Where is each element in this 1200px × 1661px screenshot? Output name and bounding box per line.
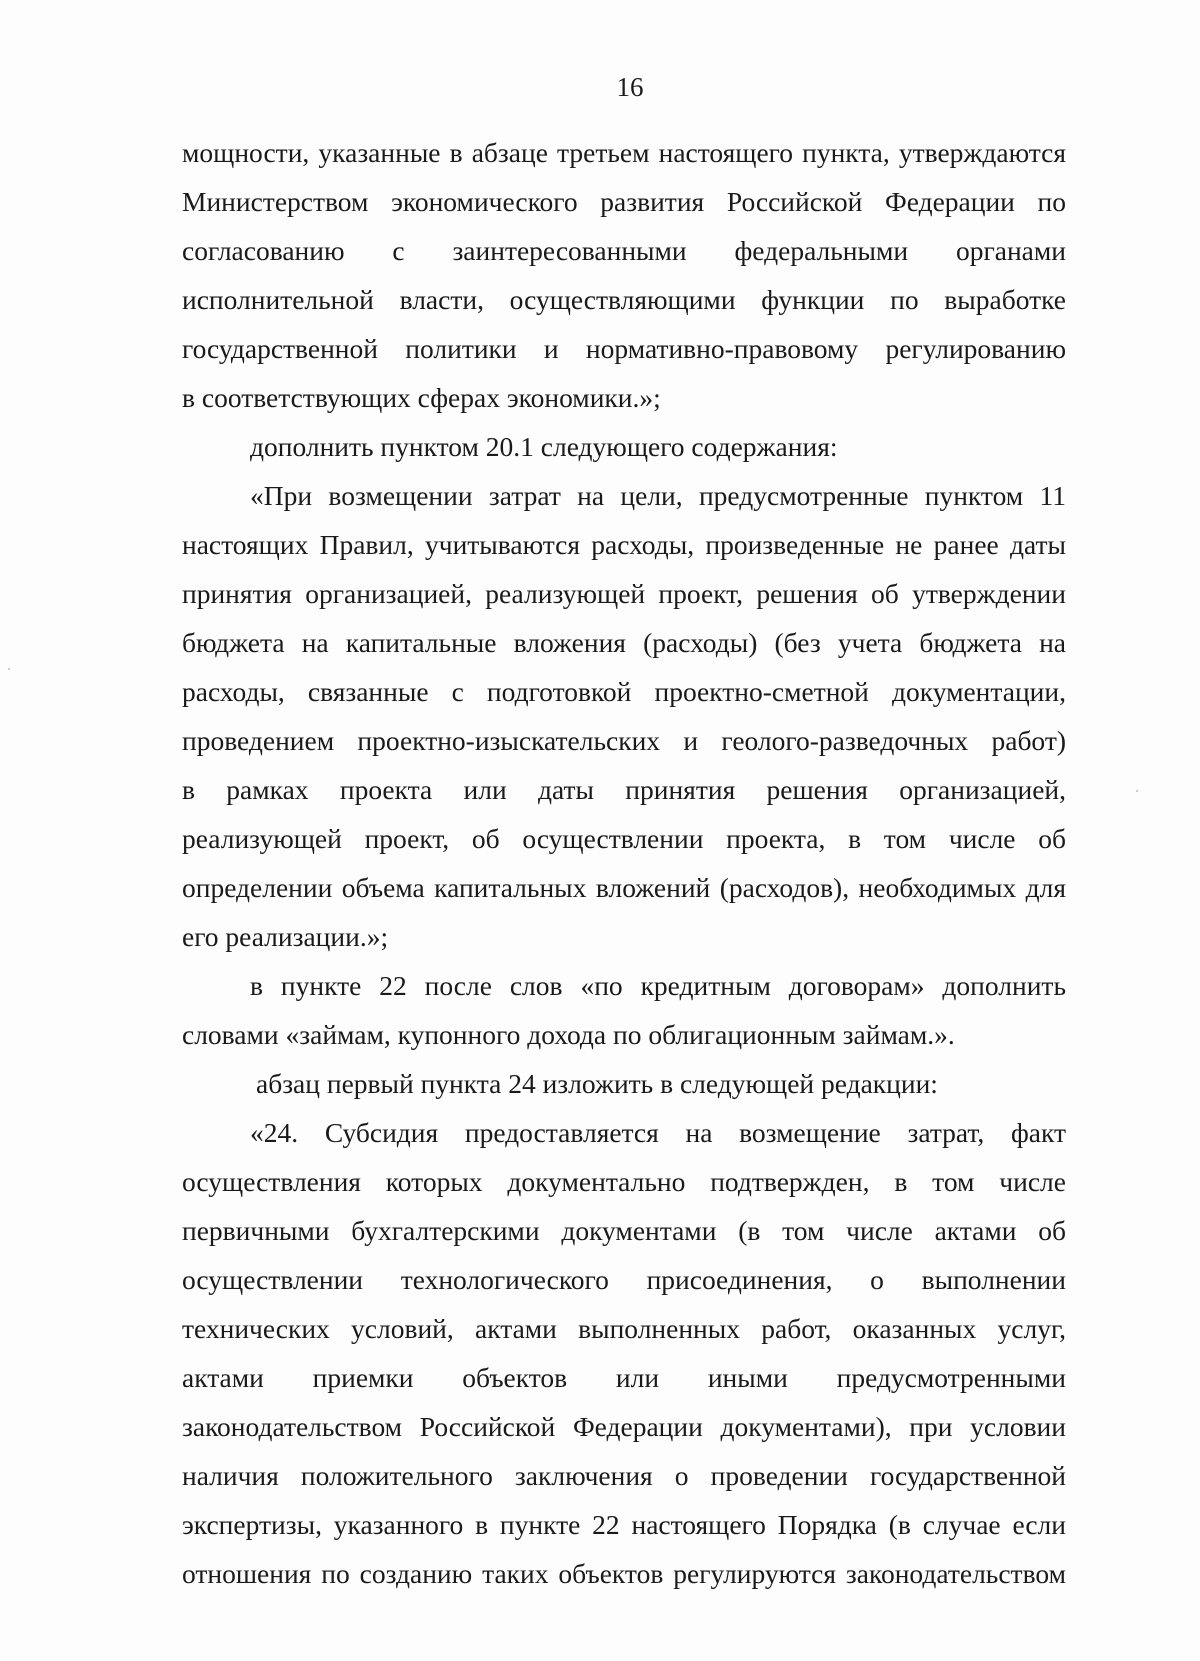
text-line: расходы, связанные с подготовкой проектно-сметной документации, [182,676,1066,707]
text-line: «При возмещении затрат на цели, предусмотренные пунктом 11 [250,480,1066,511]
document-body [182,128,1066,1598]
text-line: наличия положительного заключения о проведении государственной [182,1460,1066,1491]
text-line: согласованию с заинтересованными федеральными органами [182,235,1066,266]
text-line: экспертизы, указанного в пункте 22 настоящего Порядка (в случае если [182,1509,1066,1540]
text-line: Министерством экономического развития Российской Федерации по [182,186,1066,217]
text-line: законодательством Российской Федерации документами), при условии [182,1411,1066,1442]
text-line: в соответствующих сферах экономики.»; [182,382,661,413]
text-line: первичными бухгалтерскими документами (в том числе актами об [182,1215,1066,1246]
text-line: реализующей проект, об осуществлении проекта, в том числе об [182,823,1066,854]
scan-speck [1136,790,1138,792]
text-line: в пункте 22 после слов «по кредитным договорам» дополнить [250,970,1066,1001]
text-line: дополнить пунктом 20.1 следующего содержания: [250,431,838,462]
text-line: актами приемки объектов или иными предусмотренными [182,1362,1066,1393]
text-line: исполнительной власти, осуществляющими функции по выработке [182,284,1066,315]
text-line: осуществления которых документально подтвержден, в том числе [182,1166,1066,1197]
page-number: 16 [616,72,644,102]
text-line: определении объема капитальных вложений (расходов), необходимых для [182,872,1066,903]
text-line: настоящих Правил, учитываются расходы, произведенные не ранее даты [182,529,1066,560]
text-line: мощности, указанные в абзаце третьем настоящего пункта, утверждаются [182,137,1066,168]
text-line: осуществлении технологического присоединения, о выполнении [182,1264,1066,1295]
text-line: государственной политики и нормативно-правовому регулированию [182,333,1066,364]
scan-speck [8,668,10,670]
text-line: его реализации.»; [182,921,389,952]
text-line: абзац первый пункта 24 изложить в следующей редакции: [256,1068,938,1099]
text-line: технических условий, актами выполненных работ, оказанных услуг, [182,1313,1066,1344]
text-line: принятия организацией, реализующей проект, решения об утверждении [182,578,1066,609]
text-line: в рамках проекта или даты принятия решения организацией, [182,774,1066,805]
text-line: словами «займам, купонного дохода по облигационным займам.». [182,1019,955,1050]
text-line: проведением проектно-изыскательских и геолого-разведочных работ) [182,725,1066,756]
text-line: «24. Субсидия предоставляется на возмещение затрат, факт [250,1117,1066,1148]
text-line: отношения по созданию таких объектов регулируются законодательством [182,1558,1066,1589]
text-line: бюджета на капитальные вложения (расходы) (без учета бюджета на [182,627,1066,658]
